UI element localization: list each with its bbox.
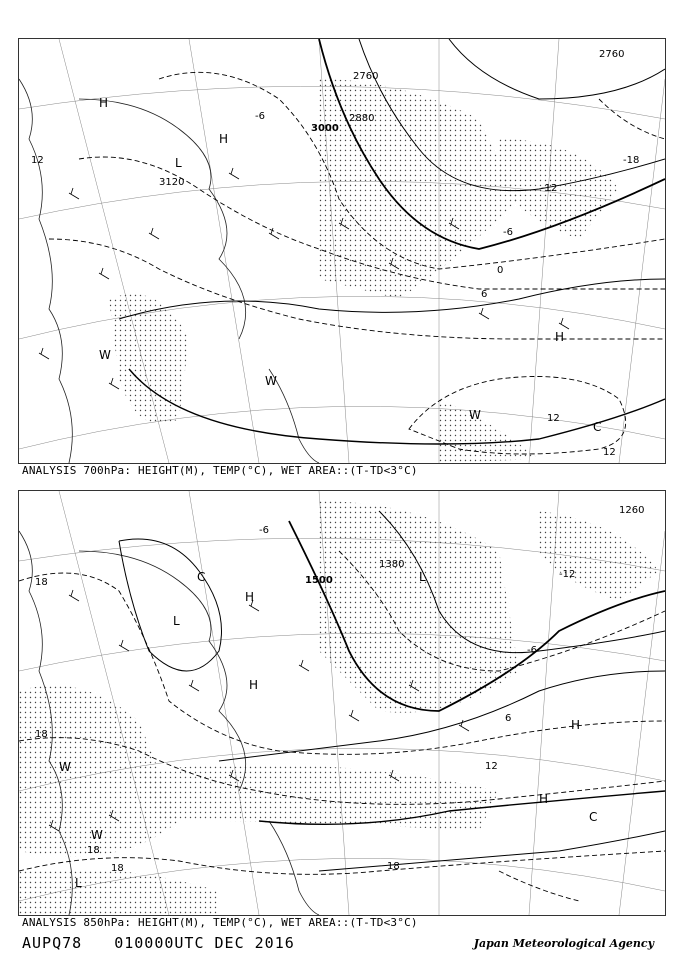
pressure-center: H bbox=[555, 330, 565, 344]
temp-label: 12 bbox=[31, 155, 44, 166]
caption-850hpa: ANALYSIS 850hPa: HEIGHT(M), TEMP(°C), WET AREA::(T-TD<3°C) bbox=[22, 916, 418, 929]
pressure-center: L bbox=[419, 570, 426, 584]
map-850hpa-canvas bbox=[19, 491, 665, 915]
temp-label: 6 bbox=[481, 289, 488, 300]
temp-label: 18 bbox=[35, 729, 48, 740]
temp-label: -6 bbox=[527, 645, 537, 656]
chart-id: AUPQ78 bbox=[22, 934, 83, 952]
map-850hpa bbox=[18, 490, 666, 916]
temp-label: 12 bbox=[485, 761, 498, 772]
height-label: 3120 bbox=[159, 177, 185, 188]
temp-label: -6 bbox=[259, 525, 269, 536]
temp-label: 18 bbox=[387, 861, 400, 872]
height-label: 2760 bbox=[599, 49, 625, 60]
pressure-center: C bbox=[197, 570, 206, 584]
pressure-center: W bbox=[59, 760, 71, 774]
pressure-center: H bbox=[245, 590, 255, 604]
temp-label: -6 bbox=[255, 111, 265, 122]
pressure-center: H bbox=[571, 718, 581, 732]
chart-footer bbox=[22, 934, 317, 952]
pressure-center: H bbox=[99, 96, 109, 110]
temp-label: 18 bbox=[35, 577, 48, 588]
height-label: 3000 bbox=[311, 123, 339, 134]
temp-label: -6 bbox=[503, 227, 513, 238]
pressure-center: L bbox=[173, 614, 180, 628]
pressure-center: L bbox=[75, 876, 82, 890]
caption-700hpa: ANALYSIS 700hPa: HEIGHT(M), TEMP(°C), WET AREA::(T-TD<3°C) bbox=[22, 464, 418, 477]
temp-label: 12 bbox=[547, 413, 560, 424]
pressure-center: C bbox=[593, 420, 602, 434]
pressure-center: W bbox=[99, 348, 111, 362]
height-label: 2760 bbox=[353, 71, 379, 82]
height-label: 1500 bbox=[305, 575, 333, 586]
pressure-center: H bbox=[249, 678, 259, 692]
pressure-center: W bbox=[469, 408, 481, 422]
pressure-center: C bbox=[589, 810, 598, 824]
pressure-center: H bbox=[539, 792, 549, 806]
temp-label: 6 bbox=[505, 713, 512, 724]
temp-label: -12 bbox=[541, 183, 558, 194]
temp-label: 0 bbox=[497, 265, 504, 276]
height-label: 1260 bbox=[619, 505, 645, 516]
temp-label: 18 bbox=[87, 845, 100, 856]
pressure-center: W bbox=[91, 828, 103, 842]
map-700hpa-canvas bbox=[19, 39, 665, 463]
height-label: 1380 bbox=[379, 559, 405, 570]
valid-time: 010000UTC DEC 2016 bbox=[114, 934, 295, 952]
pressure-center: L bbox=[175, 156, 182, 170]
temp-label: 12 bbox=[603, 447, 616, 458]
temp-label: -12 bbox=[559, 569, 576, 580]
temp-label: 18 bbox=[111, 863, 124, 874]
temp-label: -18 bbox=[623, 155, 640, 166]
wet-areas bbox=[19, 501, 659, 915]
pressure-center: H bbox=[219, 132, 229, 146]
height-label: 2880 bbox=[349, 113, 375, 124]
map-700hpa bbox=[18, 38, 666, 464]
agency-name: Japan Meteorological Agency bbox=[473, 937, 654, 950]
pressure-center: W bbox=[265, 374, 277, 388]
